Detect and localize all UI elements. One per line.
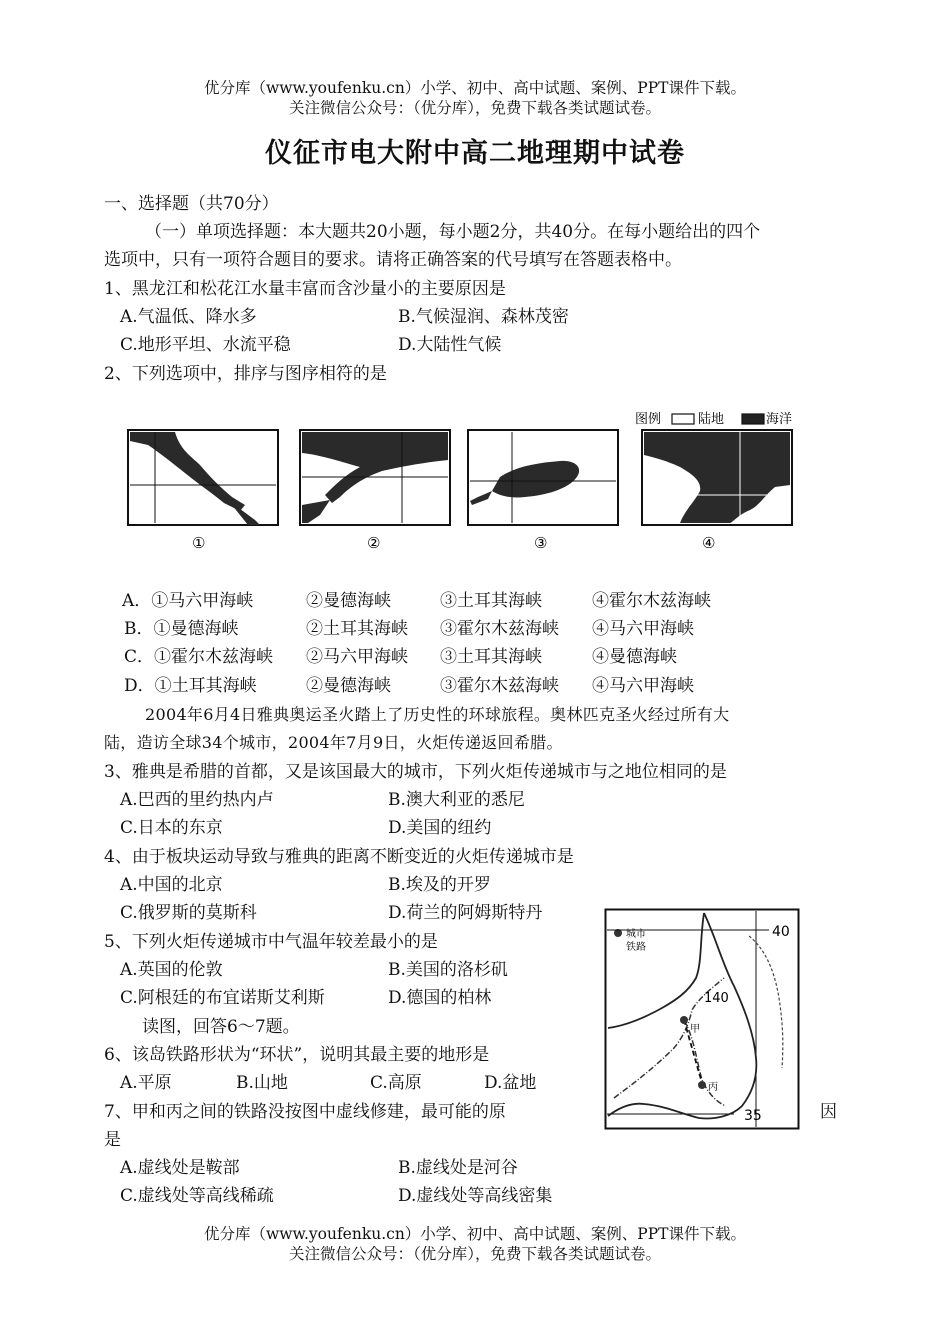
q5-stem: 5、下列火炬传递城市中气温年较差最小的是: [104, 932, 438, 952]
q3-option-d: D.美国的纽约: [388, 818, 492, 838]
legend-land-label: 陆地: [698, 412, 725, 427]
q7-stem: 7、甲和丙之间的铁路没按图中虚线修建，最可能的原: [104, 1102, 506, 1122]
q1-option-b: B.气候湿润、森林茂密: [398, 307, 569, 327]
strait-map-2: [300, 430, 450, 525]
read-map-instruction: 读图，回答6～7题。: [142, 1017, 300, 1037]
city-jia-marker: [680, 1016, 688, 1024]
q7-stem-line-2: 是: [104, 1130, 121, 1150]
q2-option-d-1: D．①土耳其海峡: [124, 676, 257, 696]
latitude-label-40: 40: [772, 924, 790, 940]
q2-option-c-3: ③土耳其海峡: [440, 647, 542, 667]
q2-option-b-1: B．①曼德海峡: [124, 619, 239, 639]
q2-option-c-2: ②马六甲海峡: [306, 647, 408, 667]
q6-option-a: A.平原: [120, 1073, 172, 1093]
legend-city-label: 城市: [626, 929, 646, 940]
q2-option-b-3: ③霍尔木兹海峡: [440, 619, 559, 639]
q2-option-c-4: ④曼德海峡: [592, 647, 677, 667]
q6-stem: 6、该岛铁路形状为“环状”，说明其最主要的地形是: [104, 1045, 490, 1065]
q7-option-c: C.虚线处等高线稀疏: [120, 1186, 274, 1206]
map-label-3: ③: [534, 534, 548, 552]
q2-option-d-4: ④马六甲海峡: [592, 676, 694, 696]
q6-option-c: C.高原: [370, 1073, 422, 1093]
strait-map-4: [642, 430, 792, 525]
q6-option-d: D.盆地: [484, 1073, 537, 1093]
passage-line-2: 陆，造访全球34个城市，2004年7月9日，火炬传递返回希腊。: [104, 733, 563, 752]
q7-stem-tail: 因: [820, 1102, 837, 1122]
legend-rail-label: 铁路: [626, 942, 646, 953]
q6-option-b: B.山地: [236, 1073, 288, 1093]
section-intro-line-1: （一）单项选择题：本大题共20小题，每小题2分，共40分。在每小题给出的四个: [145, 222, 761, 242]
map-label-1: ①: [192, 534, 206, 552]
legend-land-swatch: [672, 414, 694, 424]
q4-option-b: B.埃及的开罗: [388, 875, 491, 895]
footer-line-2: 关注微信公众号：（优分库），免费下载各类试题试卷。: [288, 1245, 661, 1263]
q4-option-a: A.中国的北京: [120, 875, 223, 895]
island-map-figure: [604, 908, 800, 1130]
map-label-2: ②: [367, 534, 381, 552]
page-title: 仪征市电大附中高二地理期中试卷: [265, 138, 685, 169]
q2-option-d-3: ③霍尔木兹海峡: [440, 676, 559, 696]
strait-map-1: [128, 430, 278, 525]
legend-title: 图例: [635, 412, 662, 427]
footer-line-1: 优分库（www.youfenku.cn）小学、初中、高中试题、案例、PPT课件下载。: [203, 1225, 747, 1243]
q5-option-c: C.阿根廷的布宜诺斯艾利斯: [120, 988, 325, 1008]
q1-option-c: C.地形平坦、水流平稳: [120, 335, 291, 355]
strait-maps-figure: [120, 405, 820, 555]
passage-line-1: 2004年6月4日雅典奥运圣火踏上了历史性的环球旅程。奥林匹克圣火经过所有大: [145, 705, 730, 724]
q3-option-a: A.巴西的里约热内卢: [120, 790, 274, 810]
q2-option-c-1: C．①霍尔木兹海峡: [124, 647, 274, 667]
city-bing-marker: [698, 1081, 706, 1089]
q1-option-d: D.大陆性气候: [398, 335, 502, 355]
header-line-1: 优分库（www.youfenku.cn）小学、初中、高中试题、案例、PPT课件下载。: [203, 79, 747, 97]
q7-option-d: D.虚线处等高线密集: [398, 1186, 553, 1206]
q5-option-a: A.英国的伦敦: [120, 960, 223, 980]
legend-sea-label: 海洋: [766, 412, 793, 427]
q4-option-c: C.俄罗斯的莫斯科: [120, 903, 257, 923]
latitude-label-35: 35: [744, 1108, 762, 1124]
map-label-4: ④: [702, 534, 716, 552]
q2-option-a-1: A．①马六甲海峡: [122, 591, 254, 611]
section-intro-line-2: 选项中，只有一项符合题目的要求。请将正确答案的代号填写在答题表格中。: [104, 250, 682, 270]
longitude-label-140: 140: [704, 991, 729, 1006]
q2-stem: 2、下列选项中，排序与图序相符的是: [104, 364, 387, 384]
legend-sea-swatch: [742, 414, 764, 424]
q2-option-a-2: ②曼德海峡: [306, 591, 391, 611]
q5-option-d: D.德国的柏林: [388, 988, 492, 1008]
section-heading: 一、选择题（共70分）: [104, 194, 279, 214]
q7-option-a: A.虚线处是鞍部: [120, 1158, 240, 1178]
q5-option-b: B.美国的洛杉矶: [388, 960, 508, 980]
header-line-2: 关注微信公众号：（优分库），免费下载各类试题试卷。: [288, 99, 661, 117]
city-bing-label: 丙: [708, 1082, 718, 1093]
q2-option-b-2: ②土耳其海峡: [306, 619, 408, 639]
q3-option-b: B.澳大利亚的悉尼: [388, 790, 525, 810]
q7-option-b: B.虚线处是河谷: [398, 1158, 518, 1178]
q4-option-d: D.荷兰的阿姆斯特丹: [388, 903, 543, 923]
q2-option-b-4: ④马六甲海峡: [592, 619, 694, 639]
q3-option-c: C.日本的东京: [120, 818, 223, 838]
city-jia-label: 甲: [690, 1024, 700, 1035]
q4-stem: 4、由于板块运动导致与雅典的距离不断变近的火炬传递城市是: [104, 847, 574, 867]
q1-option-a: A.气温低、降水多: [120, 307, 257, 327]
q3-stem: 3、雅典是希腊的首都，又是该国最大的城市，下列火炬传递城市与之地位相同的是: [104, 762, 727, 782]
q2-option-d-2: ②曼德海峡: [306, 676, 391, 696]
q1-stem: 1、黑龙江和松花江水量丰富而含沙量小的主要原因是: [104, 279, 506, 299]
strait-map-3: [468, 430, 618, 525]
q2-option-a-4: ④霍尔木兹海峡: [592, 591, 711, 611]
q2-option-a-3: ③土耳其海峡: [440, 591, 542, 611]
